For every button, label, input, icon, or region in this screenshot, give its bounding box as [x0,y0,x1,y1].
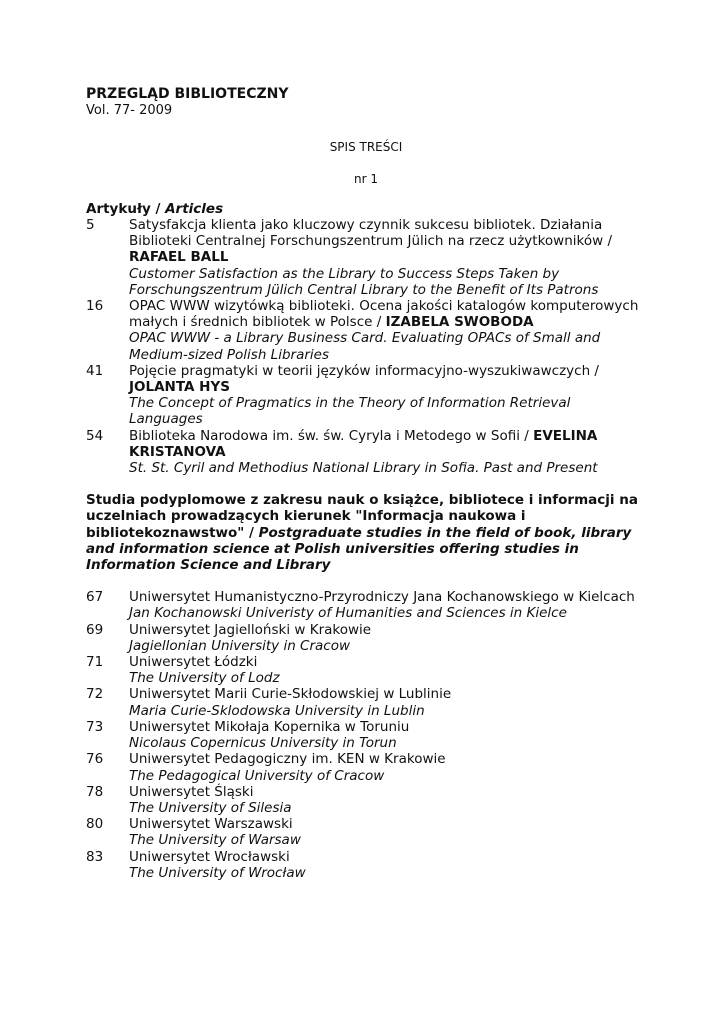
university-name-pl: Uniwersytet Jagielloński w Krakowie [129,621,372,638]
article-title-pl: Satysfakcja klienta jako kluczowy czynnik sukcesu bibliotek. Działania Biblioteki Centralnej Forschungszentrum Jülich na rzecz użytkowników / [129,217,612,250]
article-entry [86,363,646,428]
article-title-pl: Biblioteka Narodowa im. św. św. Cyryla i Metodego w Sofii / [129,427,534,444]
document-page [86,86,646,881]
university-page: 67 [86,589,104,606]
article-page: 54 [86,427,104,444]
studies-list [86,589,646,881]
university-page: 73 [86,718,104,735]
article-title-en: St. St. Cyril and Methodius National Library in Sofia. Past and Present [129,460,598,477]
studies-heading-en: Postgraduate studies in the field of book, library and information science at Polish universities offering studies in Information Science and Library [86,524,632,574]
article-title-pl: OPAC WWW wizytówką biblioteki. Ocena jakości katalogów komputerowych małych i średnich bibliotek w Polsce / [129,298,639,331]
journal-volume: Vol. 77- 2009 [86,103,173,118]
article-page: 16 [86,298,104,315]
university-page: 80 [86,816,104,833]
articles-heading [86,201,646,217]
table-of-contents-label: SPIS TREŚCI [329,140,403,154]
university-name-pl: Uniwersytet Wrocławski [129,848,290,865]
university-page: 83 [86,848,104,865]
university-page: 78 [86,783,104,800]
university-name-pl: Uniwersytet Śląski [129,783,254,800]
issue-number: nr 1 [354,172,378,186]
article-title-en: Customer Satisfaction as the Library to Success Steps Taken by Forschungszentrum Jülich Central Library to the Benefit of Its Patrons [129,265,599,298]
university-name-pl: Uniwersytet Marii Curie-Skłodowskiej w Lublinie [129,686,452,703]
article-author: IZABELA SWOBODA [385,314,534,331]
university-page: 72 [86,686,104,703]
university-page: 69 [86,621,104,638]
university-name-en: Nicolaus Copernicus University in Torun [129,735,397,752]
university-page: 71 [86,654,104,671]
university-name-en: Jagiellonian University in Cracow [129,637,351,654]
university-entry [86,719,646,751]
university-name-pl: Uniwersytet Mikołaja Kopernika w Toruniu [129,718,410,735]
university-name-pl: Uniwersytet Warszawski [129,816,293,833]
article-title-en: The Concept of Pragmatics in the Theory of Information Retrieval Languages [129,395,571,428]
article-title-en: OPAC WWW - a Library Business Card. Evaluating OPACs of Small and Medium-sized Polish Libraries [129,330,601,363]
university-entry [86,654,646,686]
university-name-en: The University of Silesia [129,799,292,816]
university-entry [86,849,646,881]
studies-heading [86,492,641,573]
studies-heading-pl: Studia podyplomowe z zakresu nauk o książce, bibliotece i informacji na uczelniach prowadzących kierunek "Informacja naukowa i bibliotekoznawstwo" / [86,492,638,541]
university-entry [86,751,646,783]
university-name-pl: Uniwersytet Humanistyczno-Przyrodniczy Jana Kochanowskiego w Kielcach [129,589,635,606]
university-entry [86,816,646,848]
university-name-pl: Uniwersytet Łódzki [129,654,258,671]
article-page: 5 [86,217,95,233]
university-page: 76 [86,751,104,768]
university-name-en: Maria Curie-Sklodowska University in Lublin [129,702,425,719]
articles-heading-pl: Artykuły / [86,201,166,217]
university-entry [86,784,646,816]
university-entry [86,589,646,621]
university-name-en: The University of Lodz [129,670,280,687]
university-entry [86,686,646,718]
university-name-en: The University of Wrocław [129,864,306,881]
university-name-en: Jan Kochanowski Univeristy of Humanities and Sciences in Kielce [129,605,567,622]
university-name-en: The University of Warsaw [129,832,301,849]
university-name-pl: Uniwersytet Pedagogiczny im. KEN w Krakowie [129,751,446,768]
article-author: JOLANTA HYS [129,379,230,396]
article-page: 41 [86,362,104,379]
article-entry [86,428,646,477]
articles-list [86,217,646,476]
article-entry [86,298,646,363]
journal-title: PRZEGLĄD BIBLIOTECZNY [86,86,289,102]
article-title-pl: Pojęcie pragmatyki w teorii języków informacyjno-wyszukiwawczych / [129,362,599,379]
article-author: RAFAEL BALL [129,249,229,266]
article-entry [86,217,646,298]
university-name-en: The Pedagogical University of Cracow [129,767,385,784]
university-entry [86,622,646,654]
articles-heading-en: Articles [165,201,224,217]
article-author: EVELINA KRISTANOVA [129,427,598,460]
